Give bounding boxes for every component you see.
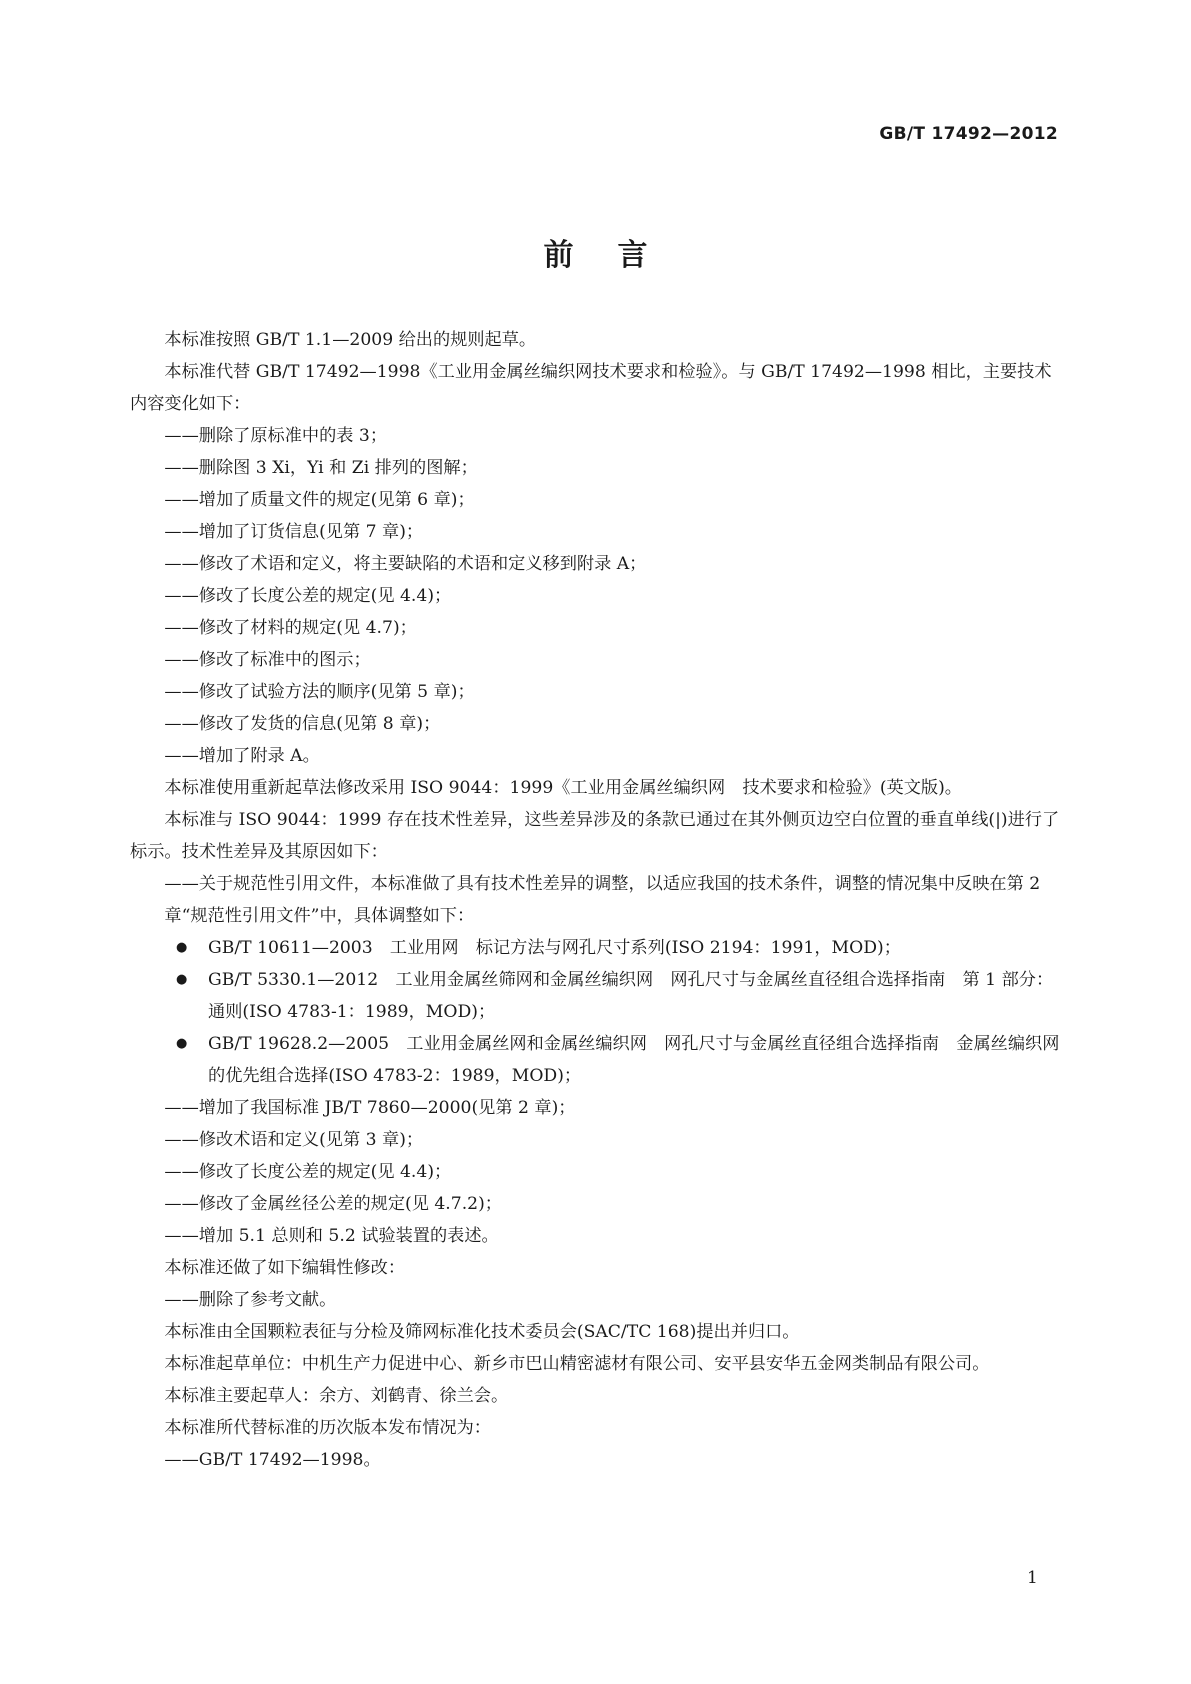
dash-item: ——修改了发货的信息(见第 8 章)； (164, 714, 441, 734)
bullet-item: ● GB/T 5330.1—2012 工业用金属丝筛网和金属丝编织网 网孔尺寸与金属丝直径组合选择指南 第 1 部分：通则(ISO 4783-1：1989，MOD)； (130, 964, 1066, 1028)
dash-item: ——修改了长度公差的规定(见 4.4)； (164, 586, 452, 606)
standard-code-header: GB/T 17492—2012 (879, 124, 1058, 144)
paragraph: 本标准与 ISO 9044：1999 存在技术性差异，这些差异涉及的条款已通过在其外侧页边空白位置的垂直单线(|)进行了标示。技术性差异及其原因如下： (130, 810, 1060, 862)
dash-item: ——修改了试验方法的顺序(见第 5 章)； (164, 682, 475, 702)
dash-item: ——删除图 3 Xi，Yi 和 Zi 排列的图解； (164, 458, 478, 478)
dash-item: ——删除了原标准中的表 3； (164, 426, 388, 446)
dash-item: ——GB/T 17492—1998。 (164, 1450, 381, 1470)
paragraph: 本标准按照 GB/T 1.1—2009 给出的规则起草。 (164, 330, 537, 350)
foreword-body (130, 324, 1066, 1476)
dash-item: ——增加 5.1 总则和 5.2 试验装置的表述。 (164, 1226, 499, 1246)
paragraph: 本标准主要起草人：余方、刘鹤青、徐兰会。 (164, 1386, 509, 1406)
dash-item: ——增加了附录 A。 (164, 746, 320, 766)
dash-item: ——删除了参考文献。 (164, 1290, 337, 1310)
dash-item: ——修改了材料的规定(见 4.7)； (164, 618, 417, 638)
bullet-item: ● GB/T 19628.2—2005 工业用金属丝网和金属丝编织网 网孔尺寸与金属丝直径组合选择指南 金属丝编织网的优先组合选择(ISO 4783-2：1989，MOD)； (130, 1028, 1066, 1092)
paragraph: 本标准由全国颗粒表征与分检及筛网标准化技术委员会(SAC/TC 168)提出并归口。 (164, 1322, 800, 1342)
dash-item: ——增加了我国标准 JB/T 7860—2000(见第 2 章)； (164, 1098, 576, 1118)
dash-item: ——修改术语和定义(见第 3 章)； (164, 1130, 424, 1150)
paragraph: 本标准所代替标准的历次版本发布情况为： (164, 1418, 491, 1438)
dash-item: ——修改了金属丝径公差的规定(见 4.7.2)； (164, 1194, 502, 1214)
page-number: 1 (1027, 1568, 1038, 1588)
paragraph: 本标准起草单位：中机生产力促进中心、新乡市巴山精密滤材有限公司、安平县安华五金网类制品有限公司。 (164, 1354, 990, 1374)
dash-item: ——增加了质量文件的规定(见第 6 章)； (164, 490, 475, 510)
dash-item: ——增加了订货信息(见第 7 章)； (164, 522, 424, 542)
dash-item: ——修改了长度公差的规定(见 4.4)； (164, 1162, 452, 1182)
paragraph: 本标准使用重新起草法修改采用 ISO 9044：1999《工业用金属丝编织网 技术要求和检验》(英文版)。 (164, 778, 962, 798)
page-title: 前言 (543, 238, 692, 273)
paragraph: 本标准还做了如下编辑性修改： (164, 1258, 406, 1278)
dash-item: ——关于规范性引用文件，本标准做了具有技术性差异的调整，以适应我国的技术条件，调整的情况集中反映在第 2 章“规范性引用文件”中，具体调整如下： (164, 874, 1041, 926)
paragraph: 本标准代替 GB/T 17492—1998《工业用金属丝编织网技术要求和检验》。与 GB/T 17492—1998 相比，主要技术内容变化如下： (130, 362, 1052, 414)
bullet-item: ● GB/T 10611—2003 工业用网 标记方法与网孔尺寸系列(ISO 2194：1991，MOD)； (130, 932, 1066, 964)
dash-item: ——修改了术语和定义，将主要缺陷的术语和定义移到附录 A； (164, 554, 647, 574)
dash-item: ——修改了标准中的图示； (164, 650, 371, 670)
